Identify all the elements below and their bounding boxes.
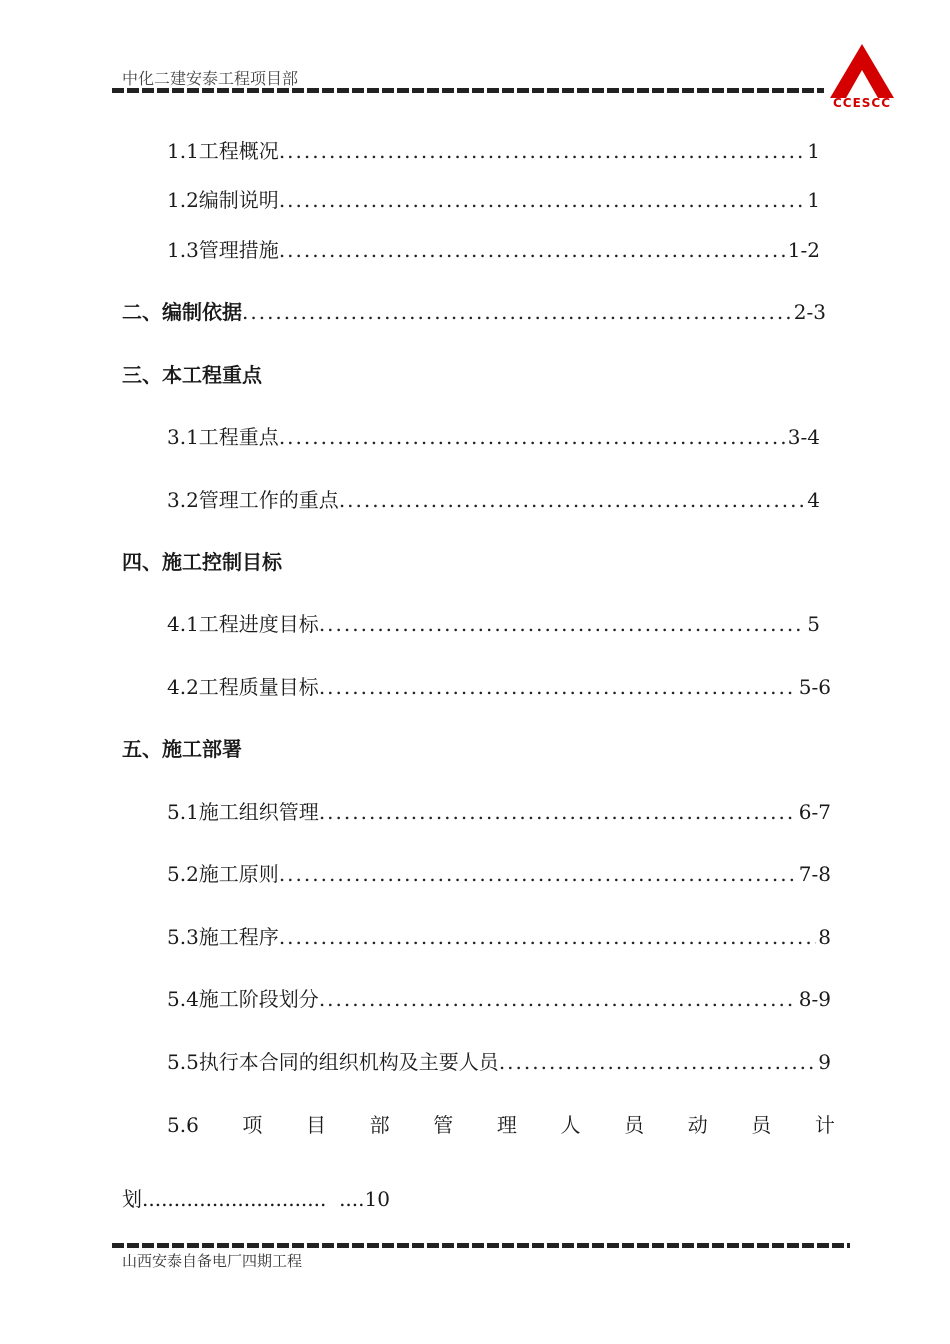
toc-label: 5.4施工阶段划分 [167, 987, 319, 1011]
toc-entry-5-3[interactable] [167, 922, 831, 952]
toc-entry-4-1[interactable] [167, 609, 820, 639]
toc-char: 计 [814, 1113, 835, 1137]
toc-entry-5-4[interactable] [167, 984, 831, 1014]
toc-page: 1 [807, 139, 820, 163]
toc-label: 5.1施工组织管理 [167, 800, 319, 824]
toc-entry-1-1[interactable] [167, 136, 820, 166]
toc-page: 5-6 [798, 675, 831, 699]
toc-chapter-2[interactable] [122, 297, 826, 327]
toc-label: 1.2编制说明 [167, 188, 279, 212]
toc-chapter-3[interactable]: 三、本工程重点 [122, 363, 262, 387]
toc-page: 4 [807, 488, 820, 512]
toc-char: 项 [242, 1113, 263, 1137]
toc-leader [339, 485, 805, 515]
toc-page: 1-2 [787, 238, 820, 262]
toc-label: 5.5执行本合同的组织机构及主要人员 [167, 1050, 499, 1074]
toc-page: 2-3 [793, 300, 826, 324]
toc-label: 4.1工程进度目标 [167, 612, 319, 636]
toc-leader [279, 136, 805, 166]
toc-page: 3-4 [787, 425, 820, 449]
toc-entry-4-2[interactable] [167, 672, 831, 702]
toc-chapter-5[interactable]: 五、施工部署 [122, 737, 242, 761]
toc-entry-1-3[interactable] [167, 235, 820, 265]
toc-leader [279, 922, 816, 952]
toc-page: 9 [818, 1050, 831, 1074]
toc-char: 员 [624, 1113, 645, 1137]
header-rule [112, 88, 824, 93]
toc-page: 7-8 [798, 862, 831, 886]
toc-leader [319, 609, 805, 639]
toc-char: 动 [687, 1113, 708, 1137]
toc-leader [279, 185, 805, 215]
logo-text: CCESCC [832, 96, 892, 110]
toc-leader [279, 859, 797, 889]
toc-char: 目 [306, 1113, 327, 1137]
toc-entry-5-1[interactable] [167, 797, 831, 827]
toc-label: 二、编制依据 [122, 300, 242, 324]
toc-leader [319, 672, 797, 702]
toc-leader [279, 235, 786, 265]
toc-page: 8-9 [798, 987, 831, 1011]
toc-entry-5-2[interactable] [167, 859, 831, 889]
toc-entry-1-2[interactable] [167, 185, 820, 215]
toc-page: 5 [807, 612, 820, 636]
toc-char: 管 [433, 1113, 454, 1137]
toc-label: 5.2施工原则 [167, 862, 279, 886]
toc-char: 理 [496, 1113, 517, 1137]
toc-page: 1 [807, 188, 820, 212]
toc-char: 5.6 [167, 1113, 199, 1137]
toc-leader [499, 1047, 816, 1077]
toc-leader [319, 984, 797, 1014]
toc-label: 3.1工程重点 [167, 425, 279, 449]
toc-char: 部 [369, 1113, 390, 1137]
toc-label: 3.2管理工作的重点 [167, 488, 339, 512]
footer-title: 山西安泰自备电厂四期工程 [122, 1252, 303, 1270]
toc-chapter-4[interactable]: 四、施工控制目标 [122, 550, 282, 574]
toc-leader [319, 797, 797, 827]
toc-entry-5-6[interactable] [167, 1110, 835, 1140]
toc-entry-3-1[interactable] [167, 422, 820, 452]
toc-page: 8 [818, 925, 831, 949]
toc-page: 6-7 [798, 800, 831, 824]
footer-rule [112, 1243, 850, 1248]
toc-char: 员 [751, 1113, 772, 1137]
toc-leader [279, 422, 786, 452]
toc-entry-5-5[interactable] [167, 1047, 831, 1077]
toc-label: 5.3施工程序 [167, 925, 279, 949]
toc-char: 人 [560, 1113, 581, 1137]
toc-label: 4.2工程质量目标 [167, 675, 319, 699]
toc-leader [242, 297, 792, 327]
toc-label: 1.3管理措施 [167, 238, 279, 262]
toc-entry-5-6-continuation[interactable]: 划............................. ....10 [122, 1187, 390, 1211]
header-title: 中化二建安泰工程项目部 [122, 69, 299, 88]
toc-entry-3-2[interactable] [167, 485, 820, 515]
toc-label: 1.1工程概况 [167, 139, 279, 163]
